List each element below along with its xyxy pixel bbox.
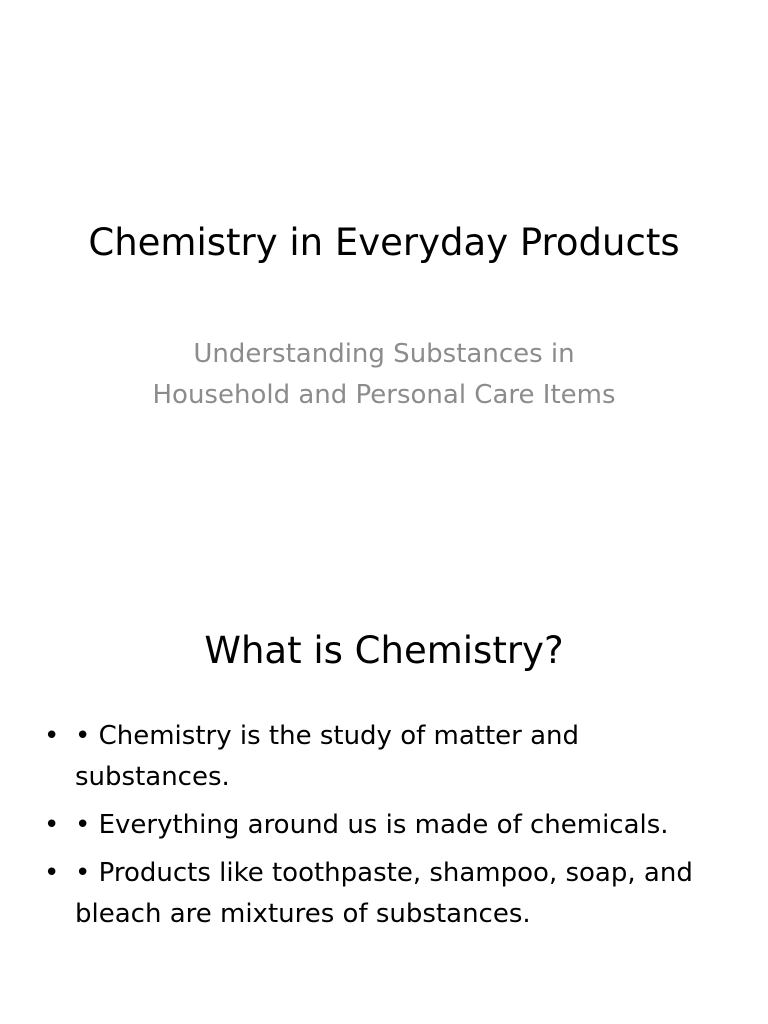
slide-title: Chemistry in Everyday Products <box>88 221 680 264</box>
bullet-text: • Everything around us is made of chemicals. <box>75 810 669 840</box>
bullet-item <box>40 716 730 798</box>
content-slide <box>0 576 768 1024</box>
bullet-text: • Products like toothpaste, shampoo, soap, and bleach are mixtures of substances. <box>75 858 693 929</box>
subtitle-line: Understanding Substances in <box>193 339 575 369</box>
bullet-icon: • <box>44 810 60 840</box>
slide-subtitle <box>100 334 668 416</box>
bullet-item <box>40 805 730 846</box>
bullet-text: • Chemistry is the study of matter and substances. <box>75 721 580 792</box>
subtitle-line: Household and Personal Care Items <box>152 380 616 410</box>
bullet-item <box>40 853 730 935</box>
bullet-list <box>40 716 730 942</box>
bullet-icon: • <box>44 858 60 888</box>
slide-title: What is Chemistry? <box>204 629 564 672</box>
bullet-icon: • <box>44 721 60 751</box>
